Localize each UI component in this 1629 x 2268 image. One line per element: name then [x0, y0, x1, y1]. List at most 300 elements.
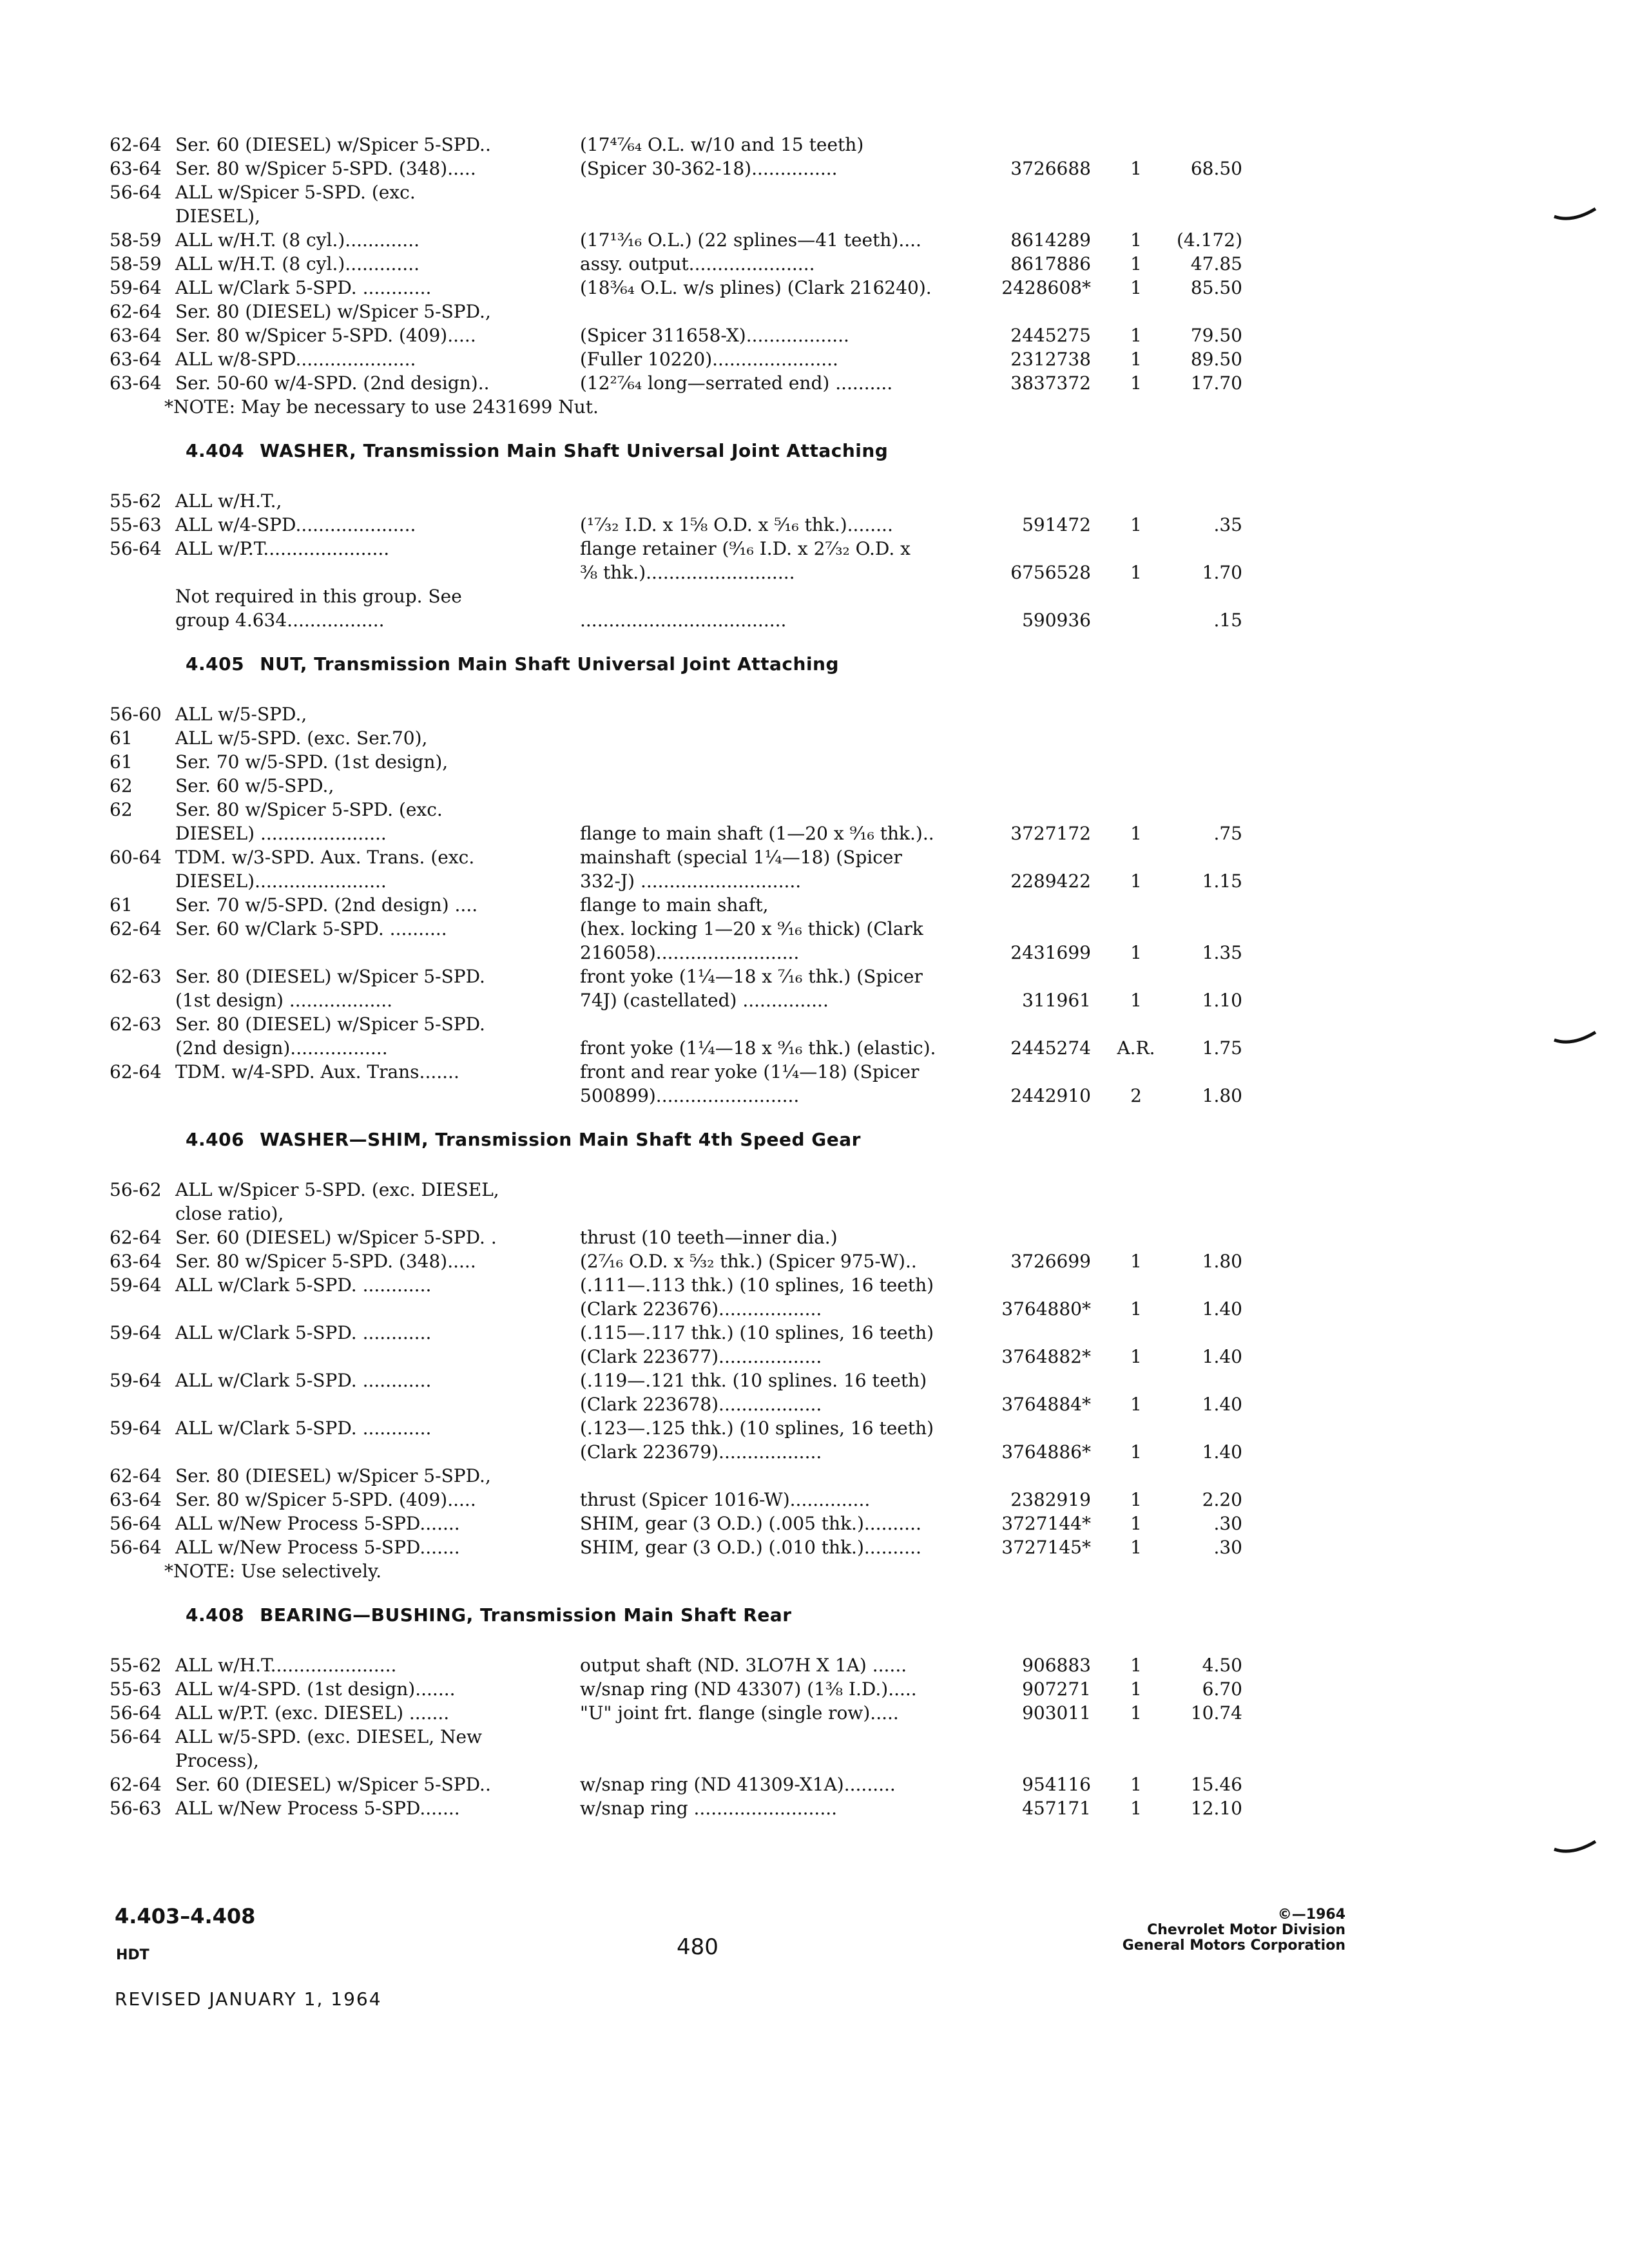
- part-row: [0, 1653, 1629, 1678]
- description: 216058).........................: [580, 942, 800, 963]
- binder-mark: [1553, 205, 1598, 224]
- description: (12²⁷⁄₆₄ long—serrated end) ..........: [580, 372, 893, 394]
- application: ALL w/Clark 5-SPD. ............: [175, 1274, 432, 1296]
- list-price: 79.50: [1190, 325, 1242, 346]
- quantity: 1: [1130, 229, 1142, 251]
- model-years: 62-63: [110, 966, 162, 987]
- description: output shaft (ND. 3LO7H X 1A) ......: [580, 1655, 907, 1676]
- description: (17⁴⁷⁄₆₄ O.L. w/10 and 15 teeth): [580, 134, 864, 155]
- list-price: 1.80: [1202, 1251, 1242, 1272]
- footnote: [0, 1559, 1629, 1584]
- catalog-code: HDT: [116, 1947, 149, 1963]
- description: (hex. locking 1—20 x ⁹⁄₁₆ thick) (Clark: [580, 918, 923, 939]
- quantity: 1: [1130, 277, 1142, 298]
- application: ALL w/8-SPD.....................: [175, 349, 416, 370]
- quantity: 1: [1130, 1702, 1142, 1724]
- part-row: [0, 965, 1629, 989]
- quantity: 1: [1130, 942, 1142, 963]
- model-years: 63-64: [110, 325, 162, 346]
- model-years: 62: [110, 799, 133, 820]
- part-row: [0, 750, 1629, 774]
- model-years: 61: [110, 894, 133, 916]
- section-title: NUT, Transmission Main Shaft Universal Joint Attaching: [260, 653, 840, 675]
- list-price: 1.75: [1202, 1037, 1242, 1059]
- application: Ser. 80 w/Spicer 5-SPD. (exc.: [175, 799, 443, 820]
- part-row: [0, 513, 1629, 537]
- section-title: WASHER, Transmission Main Shaft Universal Joint Attaching: [260, 440, 889, 461]
- corporation-name: General Motors Corporation: [1122, 1937, 1345, 1954]
- application: Ser. 70 w/5-SPD. (2nd design) ....: [175, 894, 478, 916]
- section-number: 4.406: [186, 1129, 245, 1150]
- model-years: 62-64: [110, 918, 162, 939]
- model-years: 63-64: [110, 349, 162, 370]
- list-price: 1.10: [1202, 990, 1242, 1011]
- model-years: 62-63: [110, 1014, 162, 1035]
- part-number: 3837372: [1010, 372, 1091, 394]
- quantity: 1: [1130, 1655, 1142, 1676]
- model-years: 59-64: [110, 277, 162, 298]
- list-price: 47.85: [1190, 253, 1242, 274]
- description: 74J) (castellated) ...............: [580, 990, 829, 1011]
- application: Ser. 80 w/Spicer 5-SPD. (348).....: [175, 1251, 476, 1272]
- application: ALL w/5-SPD.,: [175, 704, 307, 725]
- description: (Clark 223676)..................: [580, 1298, 822, 1320]
- list-price: 4.50: [1202, 1655, 1242, 1676]
- list-price: (4.172): [1176, 229, 1242, 251]
- quantity: 1: [1130, 1537, 1142, 1558]
- description: (17¹³⁄₁₆ O.L.) (22 splines—41 teeth)....: [580, 229, 921, 251]
- description: 500899).........................: [580, 1085, 800, 1106]
- model-years: 59-64: [110, 1274, 162, 1296]
- part-row: [0, 1321, 1629, 1345]
- application: Ser. 60 w/5-SPD.,: [175, 775, 334, 796]
- quantity: 1: [1130, 1298, 1142, 1320]
- part-number: 3764880*: [1001, 1298, 1091, 1320]
- part-number: 3764886*: [1001, 1441, 1091, 1463]
- part-row: [0, 702, 1629, 727]
- part-row: [0, 537, 1629, 561]
- model-years: 61: [110, 751, 133, 773]
- model-years: 58-59: [110, 253, 162, 274]
- model-years: 62-64: [110, 1465, 162, 1486]
- model-years: 61: [110, 727, 133, 749]
- part-row: [0, 133, 1629, 157]
- part-row: [0, 371, 1629, 396]
- model-years: 62: [110, 775, 133, 796]
- quantity: 1: [1130, 990, 1142, 1011]
- application: ALL w/H.T.,: [175, 490, 282, 512]
- model-years: 55-63: [110, 1678, 162, 1700]
- part-row: [0, 1012, 1629, 1037]
- part-row: [0, 1701, 1629, 1725]
- part-row: [0, 157, 1629, 181]
- description: flange retainer (⁹⁄₁₆ I.D. x 2⁷⁄₃₂ O.D. x: [580, 538, 911, 559]
- model-years: 60-64: [110, 847, 162, 868]
- part-row: [0, 1084, 1629, 1108]
- application: (2nd design).................: [175, 1037, 388, 1059]
- part-number: 3727172: [1010, 823, 1091, 844]
- application: ALL w/5-SPD. (exc. DIESEL, New: [175, 1726, 483, 1747]
- quantity: 1: [1130, 1251, 1142, 1272]
- quantity: 1: [1130, 372, 1142, 394]
- section-range: 4.403–4.408: [115, 1904, 256, 1928]
- footnote: [0, 395, 1629, 419]
- application: Ser. 60 (DIESEL) w/Spicer 5-SPD. .: [175, 1227, 497, 1248]
- part-row: [0, 1249, 1629, 1274]
- model-years: 62-64: [110, 134, 162, 155]
- division-name: Chevrolet Motor Division: [1147, 1922, 1345, 1938]
- application: TDM. w/3-SPD. Aux. Trans. (exc.: [175, 847, 475, 868]
- description: "U" joint frt. flange (single row).....: [580, 1702, 899, 1724]
- model-years: 62-64: [110, 1061, 162, 1082]
- part-number: 2442910: [1010, 1085, 1091, 1106]
- application: DIESEL).......................: [175, 870, 387, 892]
- list-price: .15: [1213, 610, 1242, 631]
- model-years: 59-64: [110, 1418, 162, 1439]
- part-row: [0, 988, 1629, 1013]
- model-years: 58-59: [110, 229, 162, 251]
- model-years: 55-63: [110, 514, 162, 535]
- application: ALL w/H.T. (8 cyl.).............: [175, 253, 420, 274]
- list-price: 85.50: [1190, 277, 1242, 298]
- part-row: [0, 822, 1629, 846]
- model-years: 59-64: [110, 1322, 162, 1343]
- description: flange to main shaft,: [580, 894, 769, 916]
- model-years: 56-60: [110, 704, 162, 725]
- binder-mark: [1553, 1028, 1598, 1048]
- part-number: 3764882*: [1001, 1346, 1091, 1367]
- model-years: 59-64: [110, 1370, 162, 1391]
- part-number: 3726688: [1010, 158, 1091, 179]
- part-row: [0, 1297, 1629, 1321]
- part-row: [0, 798, 1629, 822]
- part-row: [0, 917, 1629, 941]
- description: (2⁷⁄₁₆ O.D. x ⁵⁄₃₂ thk.) (Spicer 975-W)..: [580, 1251, 917, 1272]
- part-row: [0, 1512, 1629, 1536]
- part-row: [0, 1225, 1629, 1250]
- application: Ser. 80 (DIESEL) w/Spicer 5-SPD.,: [175, 301, 491, 322]
- application: ALL w/New Process 5-SPD.......: [175, 1798, 460, 1819]
- part-row: [0, 1749, 1629, 1773]
- list-price: 1.40: [1202, 1394, 1242, 1415]
- description: mainshaft (special 1¼—18) (Spicer: [580, 847, 902, 868]
- part-row: [0, 489, 1629, 514]
- application: ALL w/Spicer 5-SPD. (exc. DIESEL,: [175, 1179, 499, 1200]
- description: flange to main shaft (1—20 x ⁹⁄₁₆ thk.)..: [580, 823, 934, 844]
- part-row: [0, 1725, 1629, 1749]
- part-row: [0, 1416, 1629, 1441]
- application: group 4.634.................: [175, 610, 385, 631]
- list-price: 17.70: [1190, 372, 1242, 394]
- model-years: 55-62: [110, 490, 162, 512]
- model-years: 62-64: [110, 1227, 162, 1248]
- note-text: *NOTE: May be necessary to use 2431699 Nut.: [164, 396, 599, 418]
- part-row: [0, 941, 1629, 965]
- description: (Spicer 30-362-18)...............: [580, 158, 838, 179]
- model-years: 56-64: [110, 182, 162, 203]
- list-price: .75: [1213, 823, 1242, 844]
- part-row: [0, 1677, 1629, 1702]
- part-row: [0, 1773, 1629, 1797]
- application: ALL w/4-SPD.....................: [175, 514, 416, 535]
- list-price: 1.40: [1202, 1441, 1242, 1463]
- list-price: 6.70: [1202, 1678, 1242, 1700]
- description: (¹⁷⁄₃₂ I.D. x 1⅝ O.D. x ⁵⁄₁₆ thk.)........: [580, 514, 893, 535]
- quantity: A.R.: [1117, 1037, 1155, 1059]
- description: SHIM, gear (3 O.D.) (.005 thk.)..........: [580, 1513, 921, 1534]
- part-row: [0, 774, 1629, 798]
- model-years: 63-64: [110, 1489, 162, 1510]
- part-number: 591472: [1022, 514, 1091, 535]
- part-row: [0, 1202, 1629, 1226]
- model-years: 56-64: [110, 1702, 162, 1724]
- application: Ser. 60 (DIESEL) w/Spicer 5-SPD..: [175, 1774, 491, 1795]
- application: Ser. 80 (DIESEL) w/Spicer 5-SPD.: [175, 966, 485, 987]
- part-row: [0, 252, 1629, 276]
- quantity: 1: [1130, 870, 1142, 892]
- part-number: 903011: [1022, 1702, 1091, 1724]
- application: ALL w/Clark 5-SPD. ............: [175, 1322, 432, 1343]
- list-price: 68.50: [1190, 158, 1242, 179]
- part-row: [0, 869, 1629, 894]
- part-row: [0, 228, 1629, 253]
- part-row: [0, 276, 1629, 300]
- quantity: 1: [1130, 325, 1142, 346]
- part-number: 590936: [1022, 610, 1091, 631]
- application: Not required in this group. See: [175, 586, 462, 607]
- part-row: [0, 561, 1629, 585]
- part-number: 8614289: [1010, 229, 1091, 251]
- section-title: BEARING—BUSHING, Transmission Main Shaft Rear: [260, 1604, 792, 1626]
- description: front yoke (1¼—18 x ⁹⁄₁₆ thk.) (elastic).: [580, 1037, 936, 1059]
- part-row: [0, 608, 1629, 633]
- application: Ser. 60 (DIESEL) w/Spicer 5-SPD..: [175, 134, 491, 155]
- application: ALL w/P.T. (exc. DIESEL) .......: [175, 1702, 450, 1724]
- part-number: 2428608*: [1001, 277, 1091, 298]
- section-title: WASHER—SHIM, Transmission Main Shaft 4th Speed Gear: [260, 1129, 861, 1150]
- part-row: [0, 347, 1629, 372]
- part-row: [0, 1488, 1629, 1512]
- quantity: 1: [1130, 349, 1142, 370]
- part-row: [0, 1345, 1629, 1369]
- quantity: 1: [1130, 158, 1142, 179]
- description: SHIM, gear (3 O.D.) (.010 thk.)..........: [580, 1537, 921, 1558]
- model-years: 62-64: [110, 301, 162, 322]
- quantity: 1: [1130, 1798, 1142, 1819]
- list-price: .30: [1213, 1537, 1242, 1558]
- application: Process),: [175, 1750, 259, 1771]
- description: w/snap ring .........................: [580, 1798, 838, 1819]
- quantity: 1: [1130, 1394, 1142, 1415]
- list-price: 89.50: [1190, 349, 1242, 370]
- description: (.115—.117 thk.) (10 splines, 16 teeth): [580, 1322, 934, 1343]
- part-number: 3727145*: [1001, 1537, 1091, 1558]
- part-row: [0, 180, 1629, 205]
- description: (Fuller 10220)......................: [580, 349, 838, 370]
- application: Ser. 80 w/Spicer 5-SPD. (409).....: [175, 325, 476, 346]
- part-number: 2312738: [1010, 349, 1091, 370]
- part-row: [0, 204, 1629, 229]
- application: DIESEL) ......................: [175, 823, 387, 844]
- description: (.111—.113 thk.) (10 splines, 16 teeth): [580, 1274, 934, 1296]
- application: ALL w/New Process 5-SPD.......: [175, 1513, 460, 1534]
- application: Ser. 80 (DIESEL) w/Spicer 5-SPD.: [175, 1014, 485, 1035]
- part-number: 954116: [1022, 1774, 1091, 1795]
- part-row: [0, 1464, 1629, 1488]
- description: (.123—.125 thk.) (10 splines, 16 teeth): [580, 1418, 934, 1439]
- part-row: [0, 893, 1629, 918]
- list-price: 1.70: [1202, 562, 1242, 583]
- application: ALL w/5-SPD. (exc. Ser.70),: [175, 727, 428, 749]
- description: thrust (Spicer 1016-W)..............: [580, 1489, 871, 1510]
- description: assy. output......................: [580, 253, 815, 274]
- part-number: 457171: [1022, 1798, 1091, 1819]
- part-number: 906883: [1022, 1655, 1091, 1676]
- part-row: [0, 845, 1629, 870]
- part-number: 3727144*: [1001, 1513, 1091, 1534]
- section-heading: [186, 1127, 861, 1153]
- application: Ser. 80 w/Spicer 5-SPD. (409).....: [175, 1489, 476, 1510]
- list-price: 1.35: [1202, 942, 1242, 963]
- quantity: 1: [1130, 1441, 1142, 1463]
- list-price: .30: [1213, 1513, 1242, 1534]
- list-price: 1.80: [1202, 1085, 1242, 1106]
- part-number: 2431699: [1010, 942, 1091, 963]
- part-row: [0, 323, 1629, 348]
- model-years: 56-64: [110, 538, 162, 559]
- model-years: 63-64: [110, 1251, 162, 1272]
- model-years: 56-64: [110, 1537, 162, 1558]
- part-number: 3726699: [1010, 1251, 1091, 1272]
- application: ALL w/H.T. (8 cyl.).............: [175, 229, 420, 251]
- description: (.119—.121 thk. (10 splines. 16 teeth): [580, 1370, 927, 1391]
- model-years: 56-64: [110, 1726, 162, 1747]
- section-number: 4.408: [186, 1604, 245, 1626]
- application: (1st design) ..................: [175, 990, 393, 1011]
- application: ALL w/H.T......................: [175, 1655, 397, 1676]
- section-number: 4.405: [186, 653, 245, 675]
- page-number: 480: [677, 1934, 718, 1960]
- description: (18³⁄₆₄ O.L. w/s plines) (Clark 216240).: [580, 277, 932, 298]
- part-row: [0, 584, 1629, 609]
- part-number: 8617886: [1010, 253, 1091, 274]
- list-price: .35: [1213, 514, 1242, 535]
- part-number: 311961: [1022, 990, 1091, 1011]
- part-number: 2445274: [1010, 1037, 1091, 1059]
- list-price: 1.15: [1202, 870, 1242, 892]
- application: Ser. 60 w/Clark 5-SPD. ..........: [175, 918, 447, 939]
- quantity: 1: [1130, 562, 1142, 583]
- application: Ser. 50-60 w/4-SPD. (2nd design)..: [175, 372, 490, 394]
- application: Ser. 70 w/5-SPD. (1st design),: [175, 751, 448, 773]
- description: ⅜ thk.)..........................: [580, 562, 795, 583]
- application: ALL w/Clark 5-SPD. ............: [175, 277, 432, 298]
- part-row: [0, 1060, 1629, 1084]
- application: ALL w/Clark 5-SPD. ............: [175, 1418, 432, 1439]
- list-price: 15.46: [1190, 1774, 1242, 1795]
- note-text: *NOTE: Use selectively.: [164, 1561, 382, 1582]
- description: (Clark 223677)..................: [580, 1346, 822, 1367]
- list-price: 1.40: [1202, 1298, 1242, 1320]
- application: ALL w/New Process 5-SPD.......: [175, 1537, 460, 1558]
- part-number: 2445275: [1010, 325, 1091, 346]
- part-number: 907271: [1022, 1678, 1091, 1700]
- application: ALL w/4-SPD. (1st design).......: [175, 1678, 456, 1700]
- application: ALL w/Clark 5-SPD. ............: [175, 1370, 432, 1391]
- quantity: 1: [1130, 1346, 1142, 1367]
- model-years: 56-62: [110, 1179, 162, 1200]
- model-years: 63-64: [110, 372, 162, 394]
- list-price: 12.10: [1190, 1798, 1242, 1819]
- part-row: [0, 1796, 1629, 1821]
- application: DIESEL),: [175, 206, 260, 227]
- section-heading: [186, 651, 839, 677]
- section-number: 4.404: [186, 440, 245, 461]
- quantity: 1: [1130, 1678, 1142, 1700]
- copyright: ©—1964: [1277, 1907, 1345, 1923]
- quantity: 1: [1130, 1489, 1142, 1510]
- part-number: 6756528: [1010, 562, 1091, 583]
- quantity: 1: [1130, 253, 1142, 274]
- part-row: [0, 1178, 1629, 1202]
- description: (Clark 223678)..................: [580, 1394, 822, 1415]
- list-price: 1.40: [1202, 1346, 1242, 1367]
- model-years: 56-63: [110, 1798, 162, 1819]
- list-price: 2.20: [1202, 1489, 1242, 1510]
- application: Ser. 80 (DIESEL) w/Spicer 5-SPD.,: [175, 1465, 491, 1486]
- description: front and rear yoke (1¼—18) (Spicer: [580, 1061, 920, 1082]
- binder-mark: [1553, 1838, 1598, 1857]
- description: front yoke (1¼—18 x ⁷⁄₁₆ thk.) (Spicer: [580, 966, 923, 987]
- part-row: [0, 1036, 1629, 1061]
- model-years: 55-62: [110, 1655, 162, 1676]
- quantity: 1: [1130, 1513, 1142, 1534]
- description: thrust (10 teeth—inner dia.): [580, 1227, 838, 1248]
- publisher-block: [1123, 1907, 1345, 1954]
- quantity: 1: [1130, 823, 1142, 844]
- part-row: [0, 300, 1629, 324]
- part-row: [0, 1535, 1629, 1560]
- part-row: [0, 1369, 1629, 1393]
- description: ....................................: [580, 610, 787, 631]
- list-price: 10.74: [1190, 1702, 1242, 1724]
- model-years: 62-64: [110, 1774, 162, 1795]
- description: w/snap ring (ND 43307) (1⅜ I.D.).....: [580, 1678, 917, 1700]
- section-heading: [186, 438, 888, 464]
- part-row: [0, 726, 1629, 751]
- application: TDM. w/4-SPD. Aux. Trans.......: [175, 1061, 459, 1082]
- quantity: 2: [1130, 1085, 1142, 1106]
- quantity: 1: [1130, 1774, 1142, 1795]
- description: (Spicer 311658-X)..................: [580, 325, 849, 346]
- application: Ser. 80 w/Spicer 5-SPD. (348).....: [175, 158, 476, 179]
- application: close ratio),: [175, 1203, 284, 1224]
- description: w/snap ring (ND 41309-X1A).........: [580, 1774, 896, 1795]
- quantity: 1: [1130, 514, 1142, 535]
- part-number: 2382919: [1010, 1489, 1091, 1510]
- revision-date: REVISED JANUARY 1, 1964: [115, 1988, 382, 2010]
- part-row: [0, 1392, 1629, 1417]
- part-number: 3764884*: [1001, 1394, 1091, 1415]
- part-row: [0, 1273, 1629, 1298]
- section-heading: [186, 1602, 792, 1628]
- description: (Clark 223679)..................: [580, 1441, 822, 1463]
- application: ALL w/Spicer 5-SPD. (exc.: [175, 182, 416, 203]
- part-row: [0, 1440, 1629, 1465]
- model-years: 63-64: [110, 158, 162, 179]
- description: 332-J) ............................: [580, 870, 802, 892]
- application: ALL w/P.T......................: [175, 538, 390, 559]
